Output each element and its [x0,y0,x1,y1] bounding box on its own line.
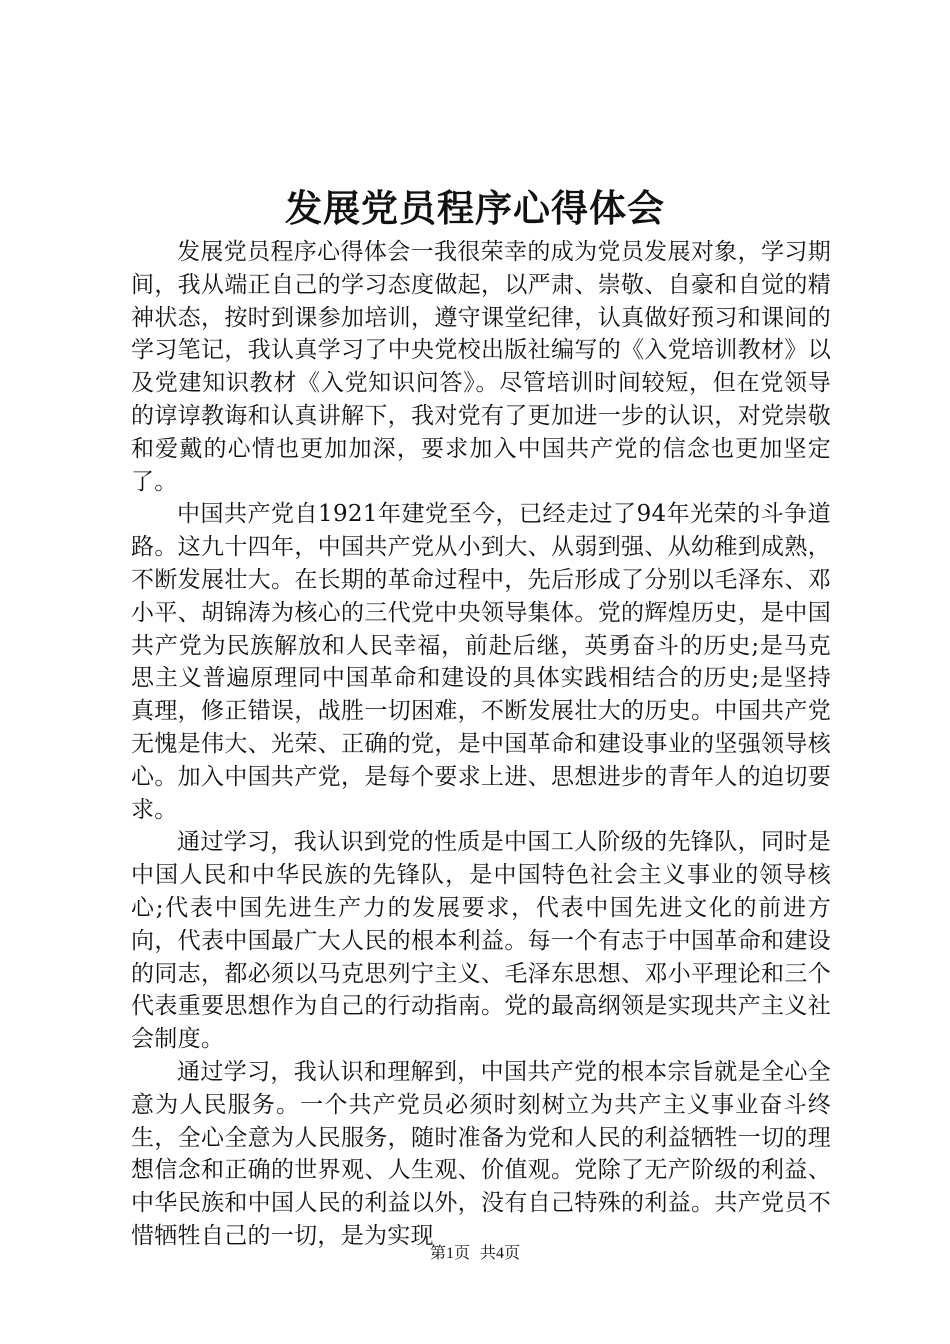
paragraph-1: 发展党员程序心得体会一我很荣幸的成为党员发展对象，学习期间，我从端正自己的学习态度做起，以严肃、崇敬、自豪和自觉的精神状态，按时到课参加培训，遵守课堂纪律，认真做好预习和课间的学习笔记，我认真学习了中央党校出版社编写的《入党培训教材》以及党建知识教材《入党知识问答》。尽管培训时间较短，但在党领导的谆谆教诲和认真讲解下，我对党有了更加进一步的认识，对党崇敬和爱戴的心情也更加加深，要求加入中国共产党的信念也更加坚定了。 [131,239,831,495]
paragraph-2: 中国共产党自1921年建党至今，已经走过了94年光荣的斗争道路。这九十四年，中国共产党从小到大、从弱到强、从幼稚到成熟，不断发展壮大。在长期的革命过程中，先后形成了分别以毛泽东、邓小平、胡锦涛为核心的三代党中央领导集体。党的辉煌历史，是中国共产党为民族解放和人民幸福，前赴后继，英勇奋斗的历史;是马克思主义普遍原理同中国革命和建设的具体实践相结合的历史;是坚持真理，修正错误，战胜一切困难，不断发展壮大的历史。中国共产党无愧是伟大、光荣、正确的党，是中国革命和建设事业的坚强领导核心。加入中国共产党，是每个要求上进、思想进步的青年人的迫切要求。 [131,501,831,823]
document-body [131,236,831,1253]
document-title: 发展党员程序心得体会 [285,186,665,230]
page-total: 共4页 [480,1245,521,1262]
paragraph-3: 通过学习，我认识到党的性质是中国工人阶级的先锋队，同时是中国人民和中华民族的先锋队，是中国特色社会主义事业的领导核心;代表中国先进生产力的发展要求，代表中国先进文化的前进方向，代表中国最广大人民的根本利益。每一个有志于中国革命和建设的同志，都必须以马克思列宁主义、毛泽东思想、邓小平理论和三个代表重要思想作为自己的行动指南。党的最高纲领是实现共产主义社会制度。 [131,829,831,1053]
page-footer [0,1243,950,1265]
page-number: 第1页 [429,1245,470,1262]
paragraph-4: 通过学习，我认识和理解到，中国共产党的根本宗旨就是全心全意为人民服务。一个共产党员必须时刻树立为共产主义事业奋斗终生，全心全意为人民服务，随时准备为党和人民的利益牺牲一切的理想信念和正确的世界观、人生观、价值观。党除了无产阶级的利益、中华民族和中国人民的利益以外，没有自己特殊的利益。共产党员不惜牺牲自己的一切，是为实现 [131,1058,831,1249]
